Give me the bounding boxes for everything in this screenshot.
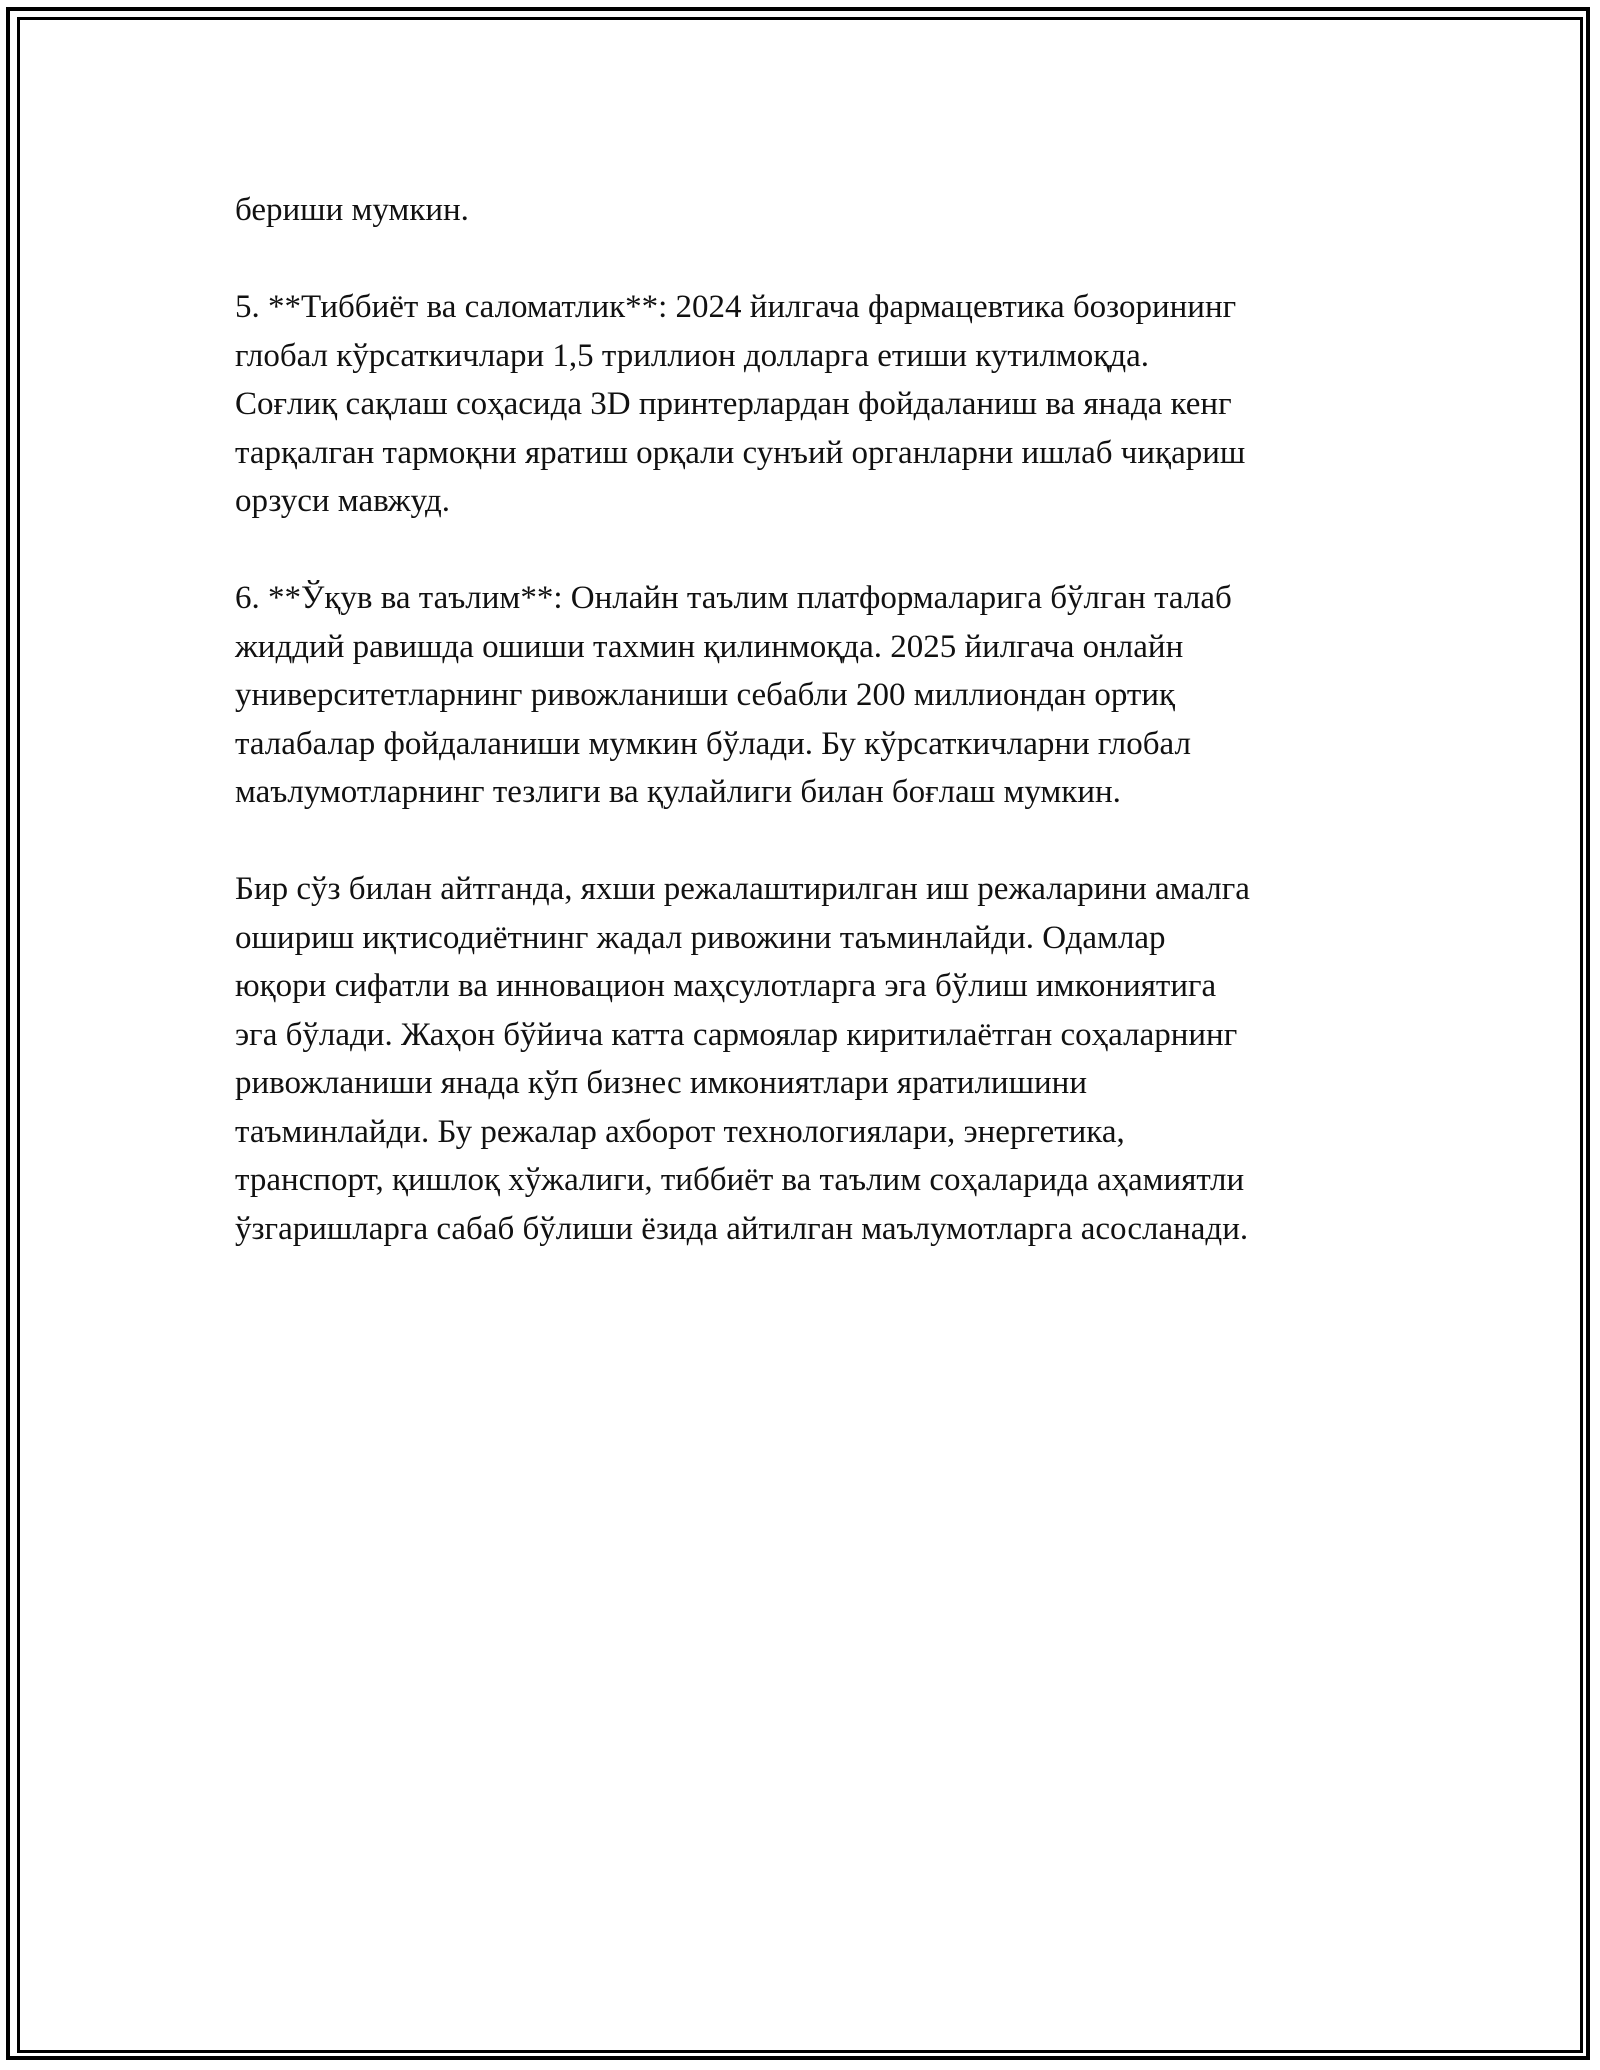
- text-line: 5. **Тиббиёт ва саломатлик**: 2024 йилгача фармацевтика бозорининг: [235, 289, 1237, 325]
- paragraph-education: [235, 574, 1385, 817]
- text-line: жиддий равишда ошиши тахмин қилинмоқда. 2025 йилгача онлайн: [235, 628, 1184, 665]
- text-line: Бир сўз билан айтганда, яхши режалаштирилган иш режаларини амалга: [235, 871, 1250, 907]
- text-line: ривожланиши янада кўп бизнес имкониятлари яратилишини: [235, 1065, 1087, 1101]
- text-line: университетларнинг ривожланиши себабли 200 миллиондан ортиқ: [235, 677, 1176, 713]
- text-line: орзуси мавжуд.: [235, 483, 450, 519]
- text-line: юқори сифатли ва инновацион маҳсулотларга эга бўлиш имкониятига: [235, 968, 1217, 1004]
- text-line: эга бўлади. Жаҳон бўйича катта сармоялар киритилаётган соҳаларнинг: [235, 1016, 1238, 1053]
- text-line: талабалар фойдаланиши мумкин бўлади. Бу кўрсаткичларни глобал: [235, 725, 1191, 762]
- text-line: ошириш иқтисодиётнинг жадал ривожини таъминлайди. Одамлар: [235, 919, 1166, 956]
- text-line: бериши мумкин.: [235, 192, 469, 228]
- paragraph-continuation: [235, 186, 1385, 235]
- text-line: ўзгаришларга сабаб бўлиши ёзида айтилган маълумотларга асосланади.: [235, 1210, 1249, 1247]
- text-line: транспорт, қишлоқ хўжалиги, тиббиёт ва таълим соҳаларида аҳамиятли: [235, 1162, 1245, 1198]
- paragraph-conclusion: [235, 865, 1385, 1253]
- paragraph-health: [235, 283, 1385, 526]
- text-line: глобал кўрсаткичлари 1,5 триллион долларга етиши кутилмоқда.: [235, 337, 1150, 374]
- text-line: тарқалган тармоқни яратиш орқали сунъий органларни ишлаб чиқариш: [235, 434, 1246, 471]
- text-line: таъминлайди. Бу режалар ахборот технологиялари, энергетика,: [235, 1113, 1125, 1150]
- document-body: [235, 186, 1385, 1302]
- text-line: 6. **Ўқув ва таълим**: Онлайн таълим платформаларига бўлган талаб: [235, 580, 1232, 616]
- text-line: маълумотларнинг тезлиги ва қулайлиги билан боғлаш мумкин.: [235, 774, 1121, 810]
- text-line: Соғлиқ сақлаш соҳасида 3D принтерлардан фойдаланиш ва янада кенг: [235, 386, 1232, 422]
